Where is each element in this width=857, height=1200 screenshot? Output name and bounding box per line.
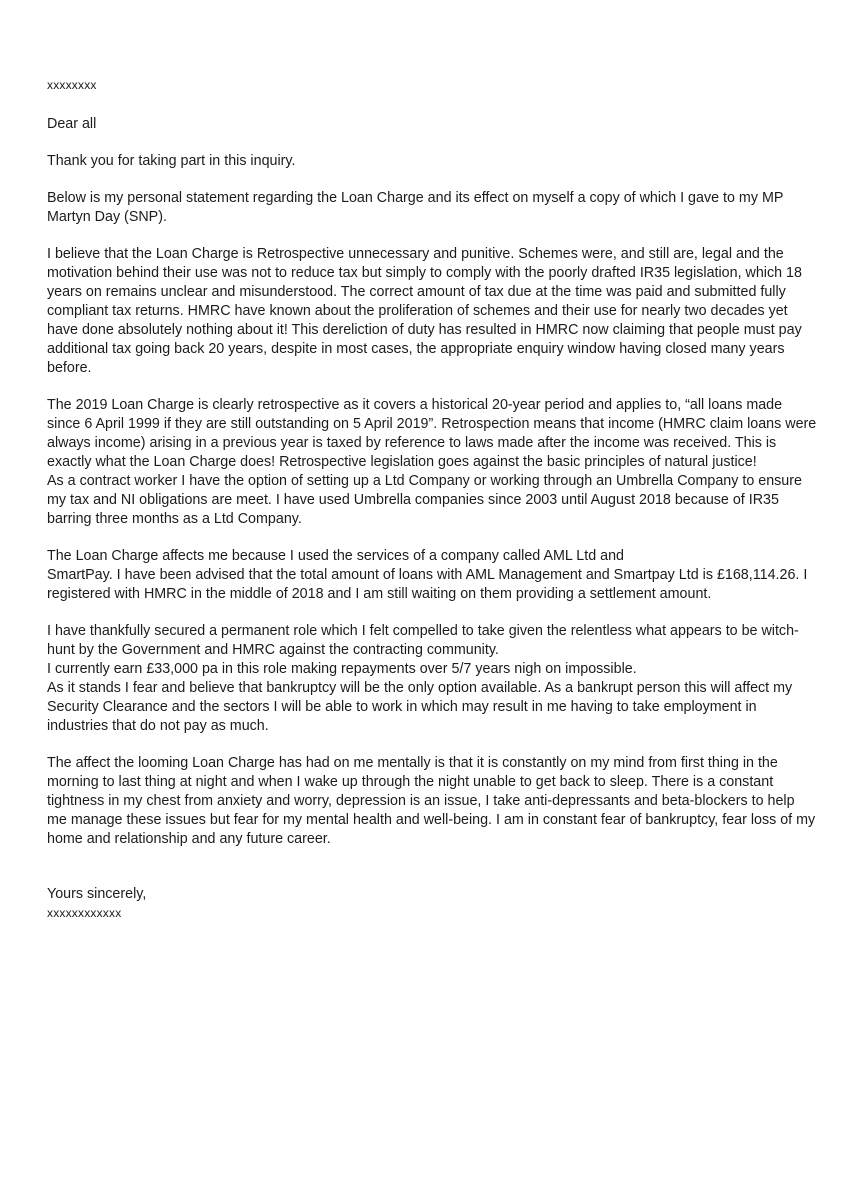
paragraph-intro: Below is my personal statement regarding the Loan Charge and its effect on myself a copy of which I gave to my MP Martyn Day (SNP).: [47, 190, 784, 225]
paragraph-mental-health: The affect the looming Loan Charge has had on me mentally is that it is constantly on my mind from first thing in the morning to last thing at night and when I wake up through the night unable to get back to sleep. There is a constant tightness in my chest from anxiety and worry, depression is an issue, I take anti-depressants and beta-blockers to help me manage these issues but fear for my mental health and well-being. I am in constant fear of bankruptcy, fear loss of my home and relationship and any future career.: [47, 755, 816, 847]
signature-redacted: xxxxxxxxxxxx: [47, 906, 122, 920]
paragraph-aml-line: The Loan Charge affects me because I used the services of a company called AML Ltd and: [47, 548, 624, 564]
sender-redacted: xxxxxxxx: [47, 78, 97, 92]
paragraph-thanks: Thank you for taking part in this inquiry.: [47, 153, 296, 169]
paragraph-smartpay: SmartPay. I have been advised that the total amount of loans with AML Management and Smartpay Ltd is £168,114.26. I registered with HMRC in the middle of 2018 and I am still waiting on them providing a settlement amount.: [47, 567, 808, 602]
paragraph-retrospective-belief: I believe that the Loan Charge is Retrospective unnecessary and punitive. Schemes were, and still are, legal and the motivation behind their use was not to reduce tax but simply to comply with the poorly drafted IR35 legislation, which 18 years on remains unclear and misunderstood. The correct amount of tax due at the time was paid and submitted fully compliant tax returns. HMRC have known about the proliferation of schemes and their use for nearly two decades yet have done absolutely nothing about it! This dereliction of duty has resulted in HMRC now claiming that people must pay additional tax going back 20 years, despite in most cases, the appropriate enquiry window having closed many years before.: [47, 246, 802, 376]
paragraph-permanent-role: I have thankfully secured a permanent role which I felt compelled to take given the relentless what appears to be witch-hunt by the Government and HMRC against the contracting community.: [47, 623, 799, 658]
paragraph-earnings: I currently earn £33,000 pa in this role making repayments over 5/7 years nigh on impossible.: [47, 661, 637, 677]
closing: Yours sincerely,: [47, 886, 147, 902]
paragraph-bankruptcy: As it stands I fear and believe that bankruptcy will be the only option available. As a bankrupt person this will affect my Security Clearance and the sectors I will be able to work in which may result in me having to take employment in industries that do not pay as much.: [47, 680, 793, 734]
salutation: Dear all: [47, 116, 97, 132]
paragraph-2019-loan-charge: The 2019 Loan Charge is clearly retrospective as it covers a historical 20-year period and applies to, “all loans made since 6 April 1999 if they are still outstanding on 5 April 2019”. Retrospection means that income (HMRC claim loans were always income) arising in a previous year is taxed by reference to laws made after the income was received. This is exactly what the Loan Charge does! Retrospective legislation goes against the basic principles of natural justice!: [47, 397, 817, 470]
letter-body: [47, 76, 817, 923]
paragraph-contract-worker: As a contract worker I have the option of setting up a Ltd Company or working through an Umbrella Company to ensure my tax and NI obligations are meet. I have used Umbrella companies since 2003 until August 2018 because of IR35 barring three months as a Ltd Company.: [47, 473, 802, 527]
